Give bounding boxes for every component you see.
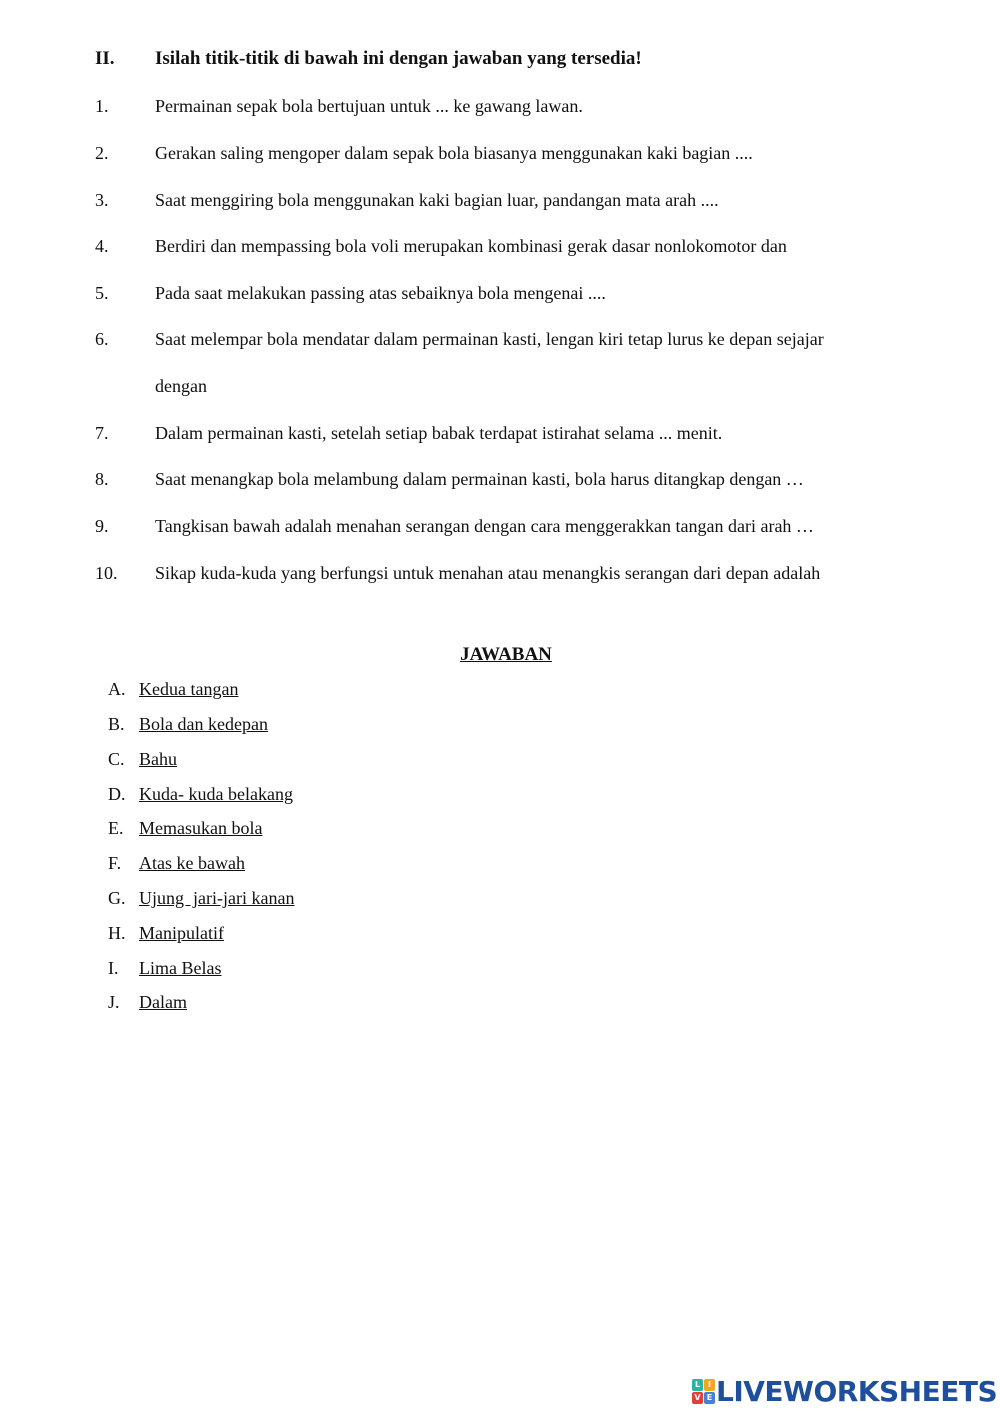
answer-text: Lima Belas [139, 958, 222, 978]
answer-text: Ujung jari-jari kanan [139, 888, 295, 908]
question-text: Saat menggiring bola menggunakan kaki bagian luar, pandangan mata arah .... [155, 190, 719, 210]
question-number: 2. [95, 143, 109, 163]
question-number: 4. [95, 236, 109, 256]
answers-title: JAWABAN [460, 644, 552, 665]
liveworksheets-brand [692, 1374, 997, 1408]
answer-letter: H. [108, 923, 126, 943]
answer-letter: C. [108, 749, 125, 769]
logo-tile: V [692, 1392, 703, 1404]
question-number: 6. [95, 329, 109, 349]
answer-letter: A. [108, 679, 126, 699]
question-text: Saat melempar bola mendatar dalam permainan kasti, lengan kiri tetap lurus ke depan sejajar [155, 329, 824, 349]
answer-letter: F. [108, 853, 122, 873]
answer-letter: D. [108, 784, 126, 804]
question-text: Berdiri dan mempassing bola voli merupakan kombinasi gerak dasar nonlokomotor dan [155, 236, 787, 256]
question-number: 10. [95, 563, 118, 583]
question-number: 5. [95, 283, 109, 303]
question-text: Dalam permainan kasti, setelah setiap babak terdapat istirahat selama ... menit. [155, 423, 723, 443]
question-number: 7. [95, 423, 109, 443]
answer-text: Bahu [139, 749, 177, 769]
answer-letter: J. [108, 992, 120, 1012]
logo-tile: I [704, 1379, 715, 1391]
question-text-continued: dengan [155, 376, 207, 396]
answer-letter: B. [108, 714, 125, 734]
question-text: Permainan sepak bola bertujuan untuk ... ke gawang lawan. [155, 96, 583, 116]
question-text: Saat menangkap bola melambung dalam permainan kasti, bola harus ditangkap dengan … [155, 469, 804, 489]
answer-letter: G. [108, 888, 126, 908]
answer-text: Atas ke bawah [139, 853, 245, 873]
answer-text: Manipulatif [139, 923, 224, 943]
answer-text: Kuda- kuda belakang [139, 784, 293, 804]
question-text: Gerakan saling mengoper dalam sepak bola biasanya menggunakan kaki bagian .... [155, 143, 753, 163]
logo-tile: L [692, 1379, 703, 1391]
brand-name: LIVEWORKSHEETS [716, 1374, 998, 1408]
liveworksheets-logo-icon [692, 1379, 714, 1403]
section-instruction: Isilah titik-titik di bawah ini dengan jawaban yang tersedia! [155, 48, 642, 69]
answer-letter: E. [108, 818, 124, 838]
answer-text: Kedua tangan [139, 679, 239, 699]
question-text: Pada saat melakukan passing atas sebaiknya bola mengenai .... [155, 283, 606, 303]
section-numeral: II. [95, 48, 115, 69]
answer-text: Bola dan kedepan [139, 714, 268, 734]
question-text: Tangkisan bawah adalah menahan serangan dengan cara menggerakkan tangan dari arah … [155, 516, 814, 536]
answer-text: Dalam [139, 992, 187, 1012]
question-number: 9. [95, 516, 109, 536]
question-number: 1. [95, 96, 109, 116]
question-number: 3. [95, 190, 109, 210]
question-text: Sikap kuda-kuda yang berfungsi untuk menahan atau menangkis serangan dari depan adalah [155, 563, 821, 583]
question-number: 8. [95, 469, 109, 489]
logo-tile: E [704, 1392, 715, 1404]
answer-text: Memasukan bola [139, 818, 263, 838]
answer-letter: I. [108, 958, 119, 978]
